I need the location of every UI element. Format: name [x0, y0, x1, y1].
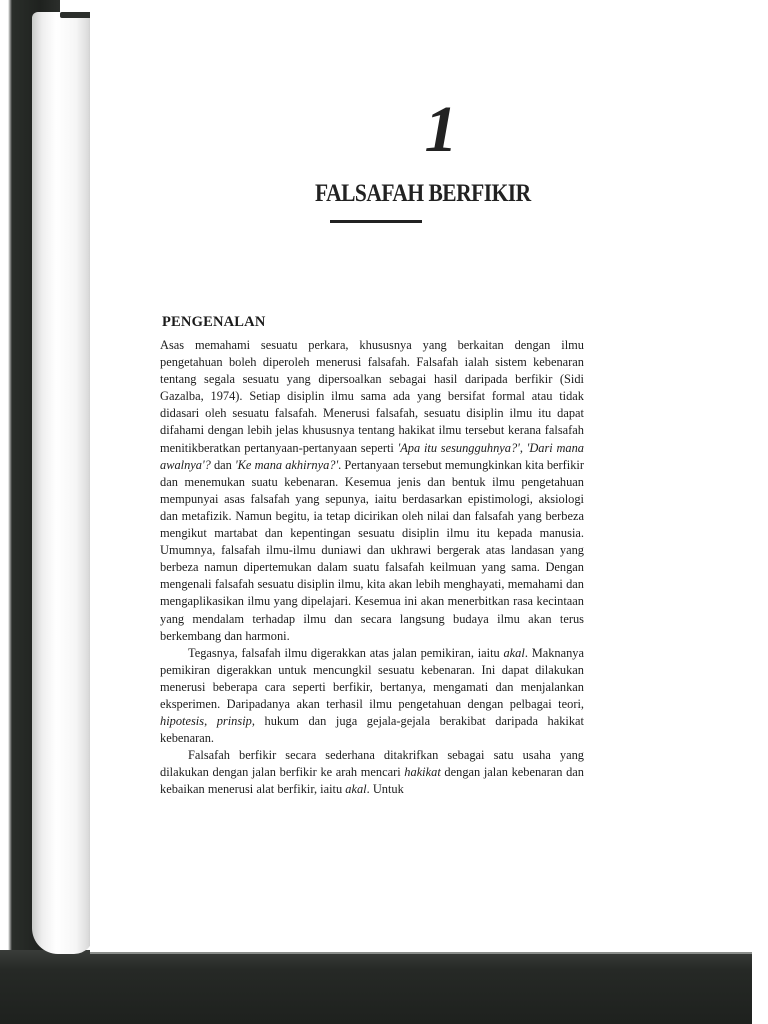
text-run-italic: hipotesis [160, 714, 205, 729]
text-run-italic: hakikat [404, 765, 441, 780]
text-run-italic: prinsip [216, 714, 252, 729]
section-heading: PENGENALAN [162, 314, 266, 330]
text-run-italic: 'Ke mana akhirnya?' [235, 457, 339, 472]
text-run: , [519, 440, 527, 455]
text-run: , [204, 714, 217, 729]
text-run: Tegasnya, falsafah ilmu digerakkan atas jalan pemikiran, iaitu [188, 645, 504, 660]
text-run: Falsafah berfikir secara sederhana ditakrifkan sebagai satu usaha yang dilakukan dengan jalan berfikir ke arah mencari [160, 748, 584, 780]
page-curl [32, 12, 94, 954]
text-run: . Maknanya pemikiran digerakkan untuk mencungkil sesuatu kebenaran. Ini dapat dilakukan menerusi beberapa cara seperti berfikir, bertanya, mengamati dan menjalankan eksperimen. Daripadanya akan terhasil ilmu pengetahuan dengan pelbagai teori, [160, 645, 584, 711]
text-run-italic: akal [345, 782, 367, 797]
chapter-number: 1 [424, 93, 458, 166]
paragraph [160, 747, 584, 798]
paragraph [160, 645, 584, 748]
text-run: . Pertanyaan tersebut memungkinkan kita berfikir dan menemukan suatu kebenaran. Kesemua jenis dan bentuk ilmu pengetahuan mempunyai asas falsafah yang sepunya, iaitu berdasarkan epistimologi, aksiologi dan metafizik. Namun begitu, ia tetap dicirikan oleh nilai dan falsafah yang berbeza mengikut martabat dan kepentingan sesuatu disiplin ilmu itu kepada manusia. Umumnya, falsafah ilmu-ilmu duniawi dan ukhrawi bergerak atas landasan yang berbeza namun dipertemukan dalam suatu falsafah keilmuan yang sama. Dengan mengenali falsafah sesuatu disiplin ilmu, kita akan lebih menghayati, memahami dan mengaplikasikan ilmu yang dipelajari. Kesemua ini akan menerbitkan rasa kecintaan yang mendalam terhadap ilmu dan secara langsung budaya ilmu akan terus berkembang dan harmoni. [160, 457, 585, 643]
text-run: dengan jalan kebenaran dan kebaikan menerusi alat berfikir, iaitu [160, 765, 585, 797]
scan-margin [752, 950, 768, 1024]
text-run-italic: akal [503, 645, 525, 660]
text-run-italic: 'Apa itu sesungguhnya?' [397, 440, 520, 455]
book-page [90, 12, 752, 954]
text-run-italic: 'Dari mana awalnya'? [160, 440, 585, 472]
paragraph [160, 337, 584, 645]
text-run: dan [210, 457, 236, 472]
text-run: Asas memahami sesuatu perkara, khususnya yang berkaitan dengan ilmu pengetahuan boleh diperoleh menerusi falsafah. Falsafah ialah sistem kebenaran tentang segala sesuatu yang dipersoalkan sebagai hasil daripada berfikir (Sidi Gazalba, 1974). Setiap disiplin ilmu sama ada yang bersifat formal atau tidak didasari oleh sesuatu falsafah. Menerusi falsafah, sesuatu disiplin ilmu itu dapat difahami dengan lebih jelas khususnya tentang hakikat ilmu tersebut kerana falsafah menitikberatkan pertanyaan-pertanyaan seperti [160, 338, 584, 455]
body-text [160, 337, 584, 799]
chapter-title: FALSAFAH BERFIKIR [315, 180, 531, 207]
title-underline [330, 220, 422, 223]
text-run: , hukum dan juga gejala-gejala berakibat daripada hakikat kebenaran. [160, 714, 584, 746]
scanner-bed-bottom [0, 950, 768, 1024]
text-run: . Untuk [366, 782, 404, 797]
